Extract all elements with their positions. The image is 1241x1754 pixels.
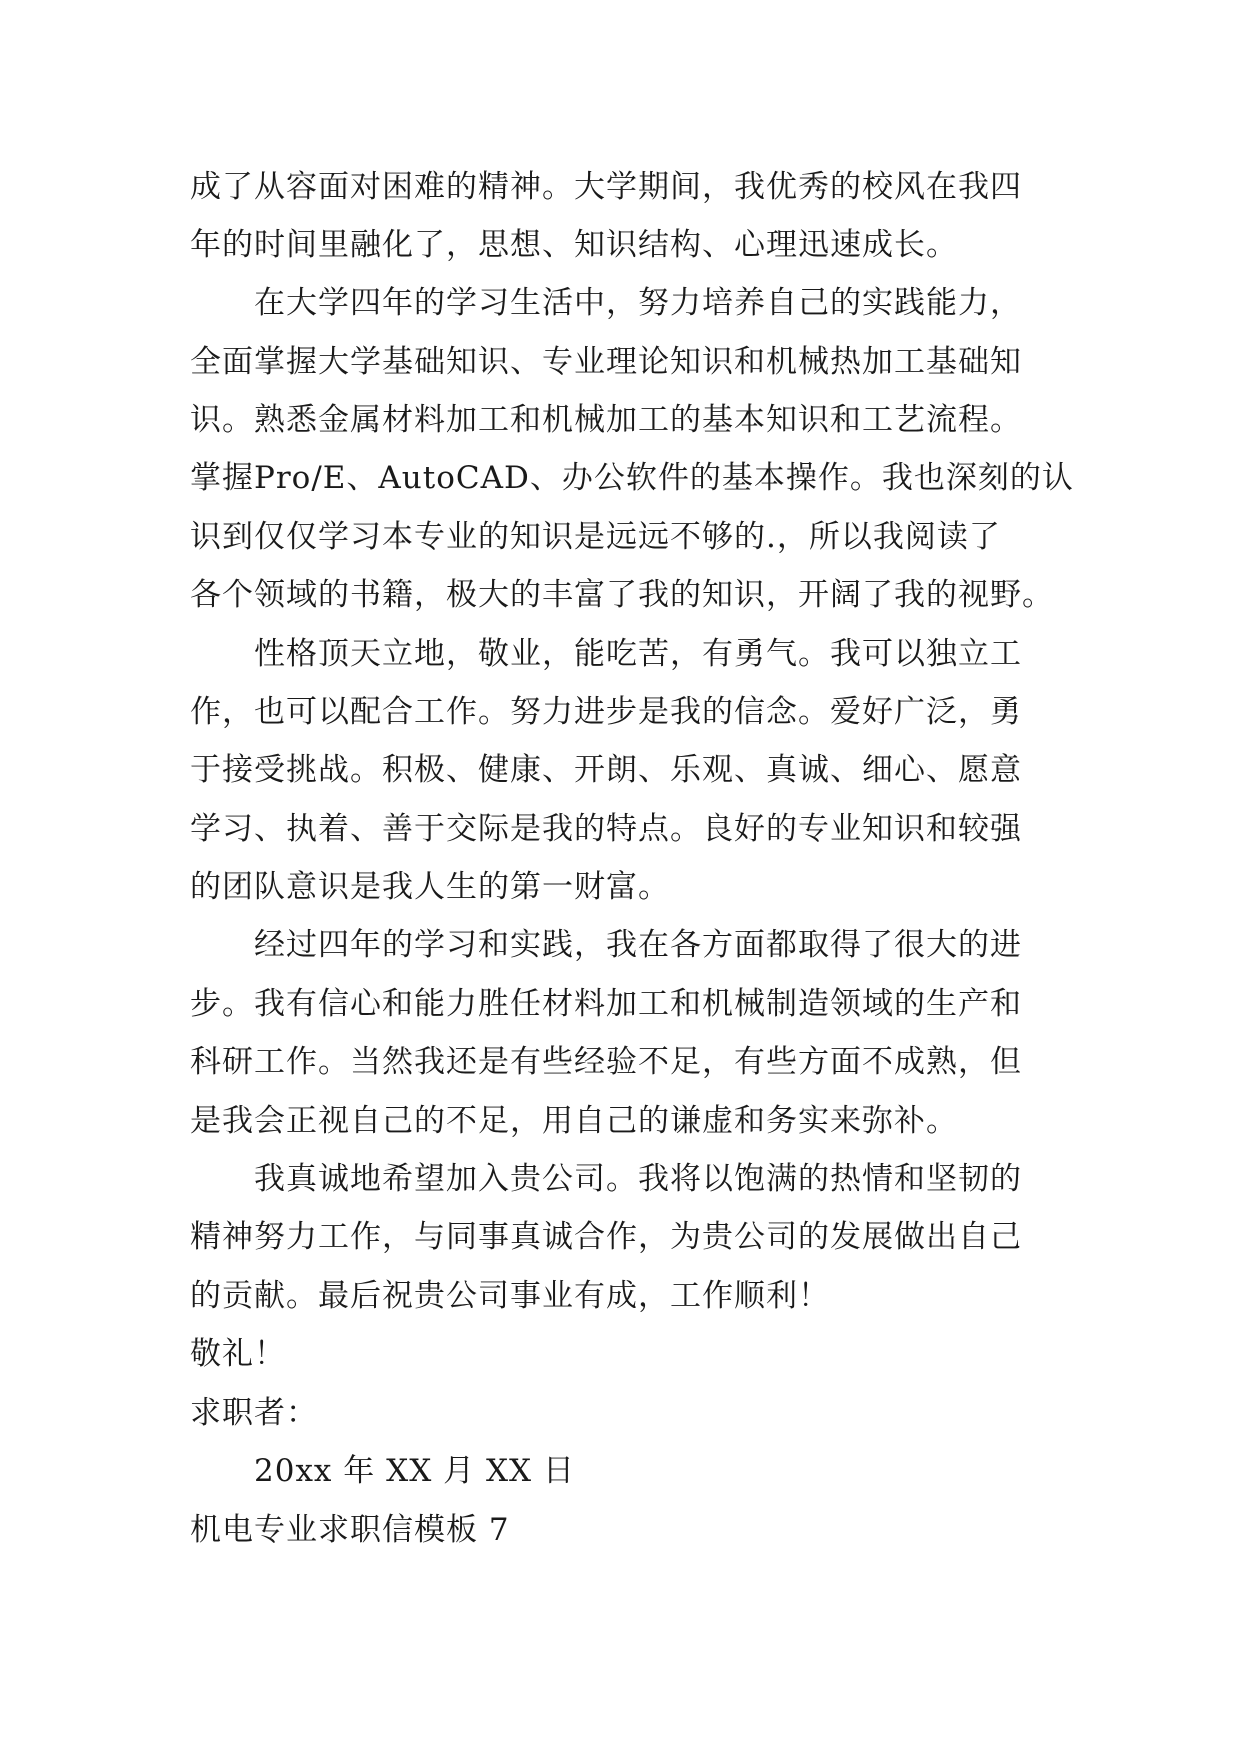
paragraph-line: 科研工作。当然我还是有些经验不足，有些方面不成熟，但	[190, 1044, 1022, 1080]
paragraph-line: 年的时间里融化了，思想、知识结构、心理迅速成长。	[190, 227, 958, 263]
paragraph-line: 成了从容面对困难的精神。大学期间，我优秀的校风在我四	[190, 169, 1022, 205]
applicant-label: 求职者：	[190, 1395, 318, 1431]
paragraph-line: 我真诚地希望加入贵公司。我将以饱满的热情和坚韧的	[254, 1161, 1022, 1197]
paragraph-line: 识。熟悉金属材料加工和机械加工的基本知识和工艺流程。	[190, 402, 1022, 438]
paragraph-line: 各个领域的书籍，极大的丰富了我的知识，开阔了我的视野。	[190, 577, 1054, 613]
section-title: 机电专业求职信模板 7	[190, 1512, 510, 1548]
paragraph-line: 于接受挑战。积极、健康、开朗、乐观、真诚、细心、愿意	[190, 752, 1022, 788]
date-line: 20xx 年 XX 月 XX 日	[254, 1453, 575, 1489]
paragraph-line: 学习、执着、善于交际是我的特点。良好的专业知识和较强	[190, 811, 1022, 847]
paragraph-line: 的团队意识是我人生的第一财富。	[190, 869, 670, 905]
paragraph-line: 精神努力工作，与同事真诚合作，为贵公司的发展做出自己	[190, 1219, 1022, 1255]
paragraph-line: 步。我有信心和能力胜任材料加工和机械制造领域的生产和	[190, 986, 1022, 1022]
paragraph-line: 经过四年的学习和实践，我在各方面都取得了很大的进	[254, 927, 1022, 963]
closing-salutation: 敬礼！	[190, 1336, 286, 1372]
paragraph-line: 在大学四年的学习生活中，努力培养自己的实践能力，	[254, 285, 1022, 321]
paragraph-line: 性格顶天立地，敬业，能吃苦，有勇气。我可以独立工	[254, 636, 1022, 672]
paragraph-line: 作，也可以配合工作。努力进步是我的信念。爱好广泛，勇	[190, 694, 1022, 730]
paragraph-line: 识到仅仅学习本专业的知识是远远不够的.，所以我阅读了	[190, 519, 1001, 555]
paragraph-line: 掌握Pro/E、AutoCAD、办公软件的基本操作。我也深刻的认	[190, 460, 1074, 496]
paragraph-line: 全面掌握大学基础知识、专业理论知识和机械热加工基础知	[190, 344, 1022, 380]
paragraph-line: 是我会正视自己的不足，用自己的谦虚和务实来弥补。	[190, 1103, 958, 1139]
paragraph-line: 的贡献。最后祝贵公司事业有成，工作顺利！	[190, 1278, 830, 1314]
